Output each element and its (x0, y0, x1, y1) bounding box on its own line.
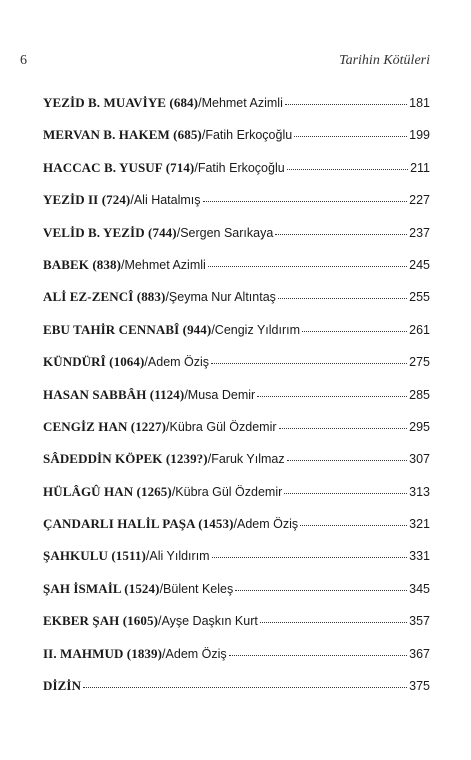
toc-entry-page: 245 (409, 257, 430, 272)
toc-entry-title: YEZİD B. MUAVİYE (684) (43, 95, 199, 110)
toc-dot-leader (203, 201, 408, 202)
toc-entry-title: HACCAC B. YUSUF (714) (43, 159, 195, 175)
toc-dot-leader (278, 298, 407, 299)
toc-entry[interactable] (43, 451, 430, 483)
toc-separator: / (166, 419, 170, 434)
toc-dot-leader (285, 104, 407, 105)
toc-separator: / (145, 549, 150, 564)
toc-dot-leader (279, 428, 408, 429)
toc-entry[interactable] (43, 127, 430, 159)
toc-separator: / (144, 355, 148, 370)
toc-dot-leader (229, 655, 407, 656)
toc-entry-author: Mehmet Azimli (124, 257, 206, 272)
toc-entry-author: Ayşe Daşkın Kurt (161, 614, 258, 629)
toc-entry-page: 357 (409, 614, 430, 629)
toc-separator: / (121, 257, 125, 272)
toc-entry-page: 295 (409, 419, 430, 434)
toc-entry-author: Fatih Erkoçoğlu (197, 160, 285, 175)
toc-entry[interactable] (43, 354, 430, 386)
toc-entry[interactable] (43, 548, 430, 580)
toc-entry-page: 307 (409, 452, 430, 467)
toc-separator: / (233, 517, 238, 532)
table-of-contents (43, 95, 430, 710)
toc-entry-title: ŞAHKULU (1511) (43, 548, 146, 564)
running-title: Tarihin Kötüleri (339, 53, 430, 68)
toc-separator: / (171, 484, 176, 499)
toc-entry-title: SÂDEDDİN KÖPEK (1239?) (43, 451, 208, 467)
toc-entry-title: EKBER ŞAH (1605) (43, 613, 159, 629)
toc-separator: / (176, 225, 181, 240)
toc-dot-leader (257, 396, 407, 397)
toc-separator: / (198, 96, 202, 110)
toc-entry-title: ŞAH İSMAİL (1524) (43, 580, 160, 596)
toc-dot-leader (260, 622, 407, 623)
toc-entry[interactable] (43, 646, 430, 678)
toc-entry[interactable] (43, 322, 430, 354)
toc-entry-title: ALİ EZ-ZENCÎ (883) (43, 289, 166, 305)
toc-entry-title: YEZİD II (724) (43, 192, 131, 208)
toc-dot-leader (302, 331, 407, 332)
toc-entry-page: 331 (409, 549, 430, 564)
toc-separator: / (130, 193, 134, 208)
toc-entry-author: Mehmet Azimli (201, 96, 283, 110)
toc-entry-author: Ali Hatalmış (133, 193, 201, 208)
toc-entry-title: HÜLÂGÛ HAN (1265) (43, 483, 172, 499)
toc-dot-leader (275, 234, 407, 235)
toc-dot-leader (287, 460, 408, 461)
toc-entry-page: 321 (409, 517, 430, 532)
toc-entry-author: Faruk Yılmaz (211, 452, 285, 467)
toc-dot-leader (211, 363, 407, 364)
toc-entry-title: BABEK (838) (43, 256, 122, 272)
toc-entry-author: Musa Demir (187, 387, 256, 402)
toc-entry-author: Cengiz Yıldırım (214, 322, 301, 337)
toc-entry-page: 375 (409, 679, 430, 694)
toc-entry-title: CENGİZ HAN (1227) (43, 418, 167, 434)
toc-dot-leader (300, 525, 407, 526)
toc-entry-title: DİZİN (43, 678, 82, 694)
toc-separator: / (162, 646, 166, 661)
toc-entry-author: Ali Yıldırım (149, 549, 210, 564)
toc-entry-page: 275 (409, 355, 430, 370)
toc-entry-title: II. MAHMUD (1839) (43, 645, 163, 661)
toc-entry-title: VELİD B. YEZİD (744) (43, 224, 177, 240)
toc-entry-page: 181 (409, 96, 430, 110)
toc-entry[interactable] (43, 257, 430, 289)
toc-entry-author: Adem Öziş (165, 646, 227, 661)
toc-separator: / (194, 160, 198, 175)
toc-entry-page: 261 (409, 322, 430, 337)
toc-entry-page: 199 (409, 128, 430, 143)
toc-entry-author: Adem Öziş (237, 517, 299, 532)
toc-entry[interactable] (43, 516, 430, 548)
toc-entry-page: 211 (410, 160, 430, 175)
toc-entry-page: 227 (409, 193, 430, 208)
page-number: 6 (20, 53, 27, 68)
toc-entry[interactable] (43, 95, 430, 127)
toc-dot-leader (83, 687, 407, 688)
toc-separator: / (211, 322, 215, 337)
toc-separator: / (158, 614, 162, 629)
toc-entry[interactable] (43, 484, 430, 516)
toc-entry-title: MERVAN B. HAKEM (685) (43, 127, 202, 143)
toc-entry[interactable] (43, 289, 430, 321)
toc-entry[interactable] (43, 419, 430, 451)
toc-entry-author: Fatih Erkoçoğlu (205, 128, 293, 143)
toc-entry-page: 313 (409, 484, 430, 499)
toc-entry[interactable] (43, 613, 430, 645)
toc-separator: / (184, 387, 188, 402)
toc-entry[interactable] (43, 225, 430, 257)
toc-entry-author: Bülent Keleş (163, 581, 234, 596)
toc-dot-leader (212, 557, 408, 558)
toc-entry-title: HASAN SABBÂH (1124) (43, 386, 185, 402)
toc-entry-page: 285 (409, 387, 430, 402)
toc-entry-title: KÜNDÜRÎ (1064) (43, 354, 145, 370)
toc-entry[interactable] (43, 678, 430, 710)
toc-entry-page: 237 (409, 225, 430, 240)
toc-dot-leader (284, 493, 407, 494)
toc-entry-author: Kübra Gül Özdemir (175, 484, 283, 499)
toc-entry-page: 345 (409, 581, 430, 596)
toc-separator: / (201, 128, 206, 143)
toc-entry[interactable] (43, 160, 430, 192)
toc-entry-title: ÇANDARLI HALİL PAŞA (1453) (43, 516, 234, 532)
toc-entry[interactable] (43, 387, 430, 419)
toc-entry-author: Adem Öziş (147, 355, 210, 370)
toc-entry[interactable] (43, 192, 430, 224)
toc-entry[interactable] (43, 581, 430, 613)
toc-entry-author: Sergen Sarıkaya (180, 225, 274, 240)
toc-entry-author: Kübra Gül Özdemir (169, 419, 277, 434)
toc-dot-leader (287, 169, 408, 170)
toc-separator: / (207, 452, 212, 467)
toc-entry-page: 367 (409, 646, 430, 661)
toc-entry-author: Şeyma Nur Altıntaş (168, 290, 276, 305)
toc-entry-title: EBU TAHİR CENNABÎ (944) (43, 321, 212, 337)
toc-separator: / (159, 581, 164, 596)
toc-entry-page: 255 (409, 290, 430, 305)
toc-dot-leader (208, 266, 407, 267)
toc-separator: / (165, 290, 169, 305)
page-header (20, 53, 430, 69)
toc-dot-leader (235, 590, 407, 591)
toc-dot-leader (294, 136, 407, 137)
